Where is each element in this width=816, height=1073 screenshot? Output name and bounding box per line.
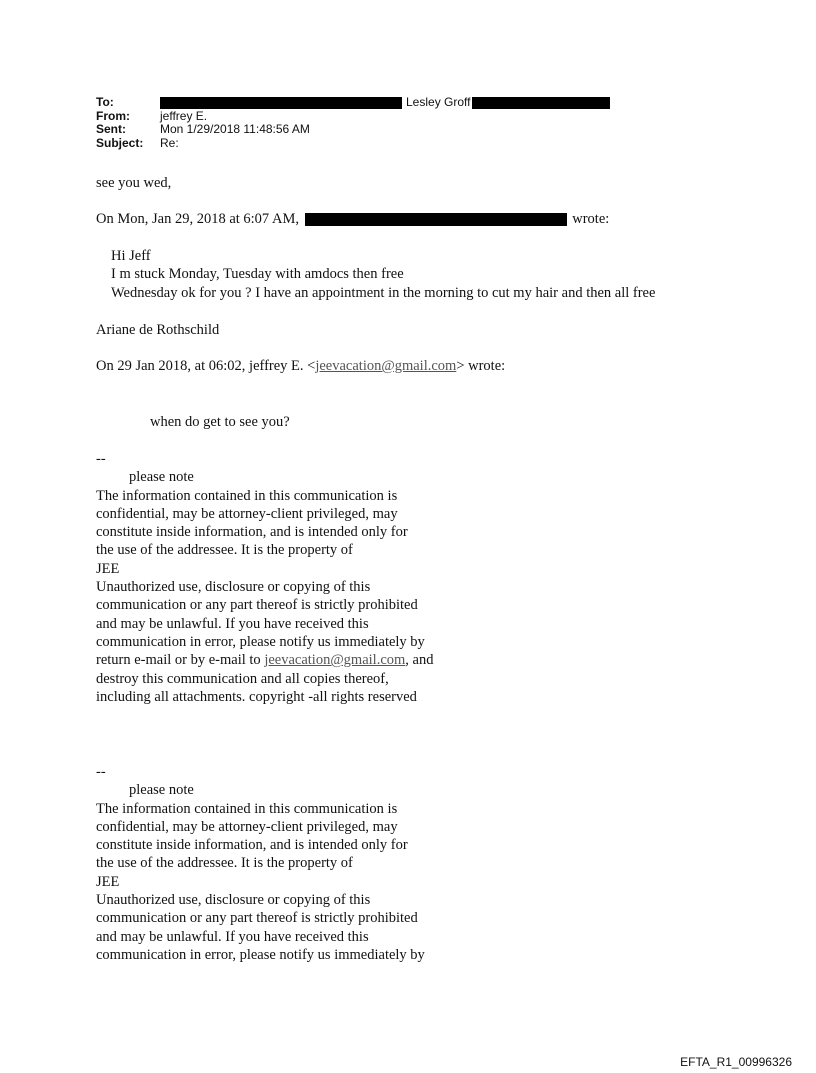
- disclaimer-line: communication in error, please notify us immediately by: [96, 633, 425, 650]
- quote1-suffix: wrote:: [572, 211, 610, 227]
- redaction-bar: [305, 213, 567, 226]
- quote2-email-link[interactable]: jeevacation@gmail.com: [315, 358, 457, 374]
- disclaimer-dash: --: [96, 764, 106, 780]
- quote-header-1: [96, 210, 609, 228]
- disclaimer-line: Unauthorized use, disclosure or copying of this: [96, 579, 371, 596]
- sent-value: Mon 1/29/2018 11:48:56 AM: [160, 122, 310, 136]
- disclaimer-line: JEE: [96, 560, 120, 577]
- disclaimer-line: constitute inside information, and is intended only for: [96, 524, 408, 541]
- email-header: [96, 96, 610, 150]
- disclaimer-email-line: [96, 651, 433, 669]
- email-prefix: return e-mail or by e-mail to: [96, 652, 265, 669]
- disclaimer-line: destroy this communication and all copies thereof,: [96, 670, 389, 687]
- sent-row: [96, 123, 610, 137]
- from-row: [96, 110, 610, 124]
- redaction-bar: [472, 97, 610, 109]
- disclaimer-2: [96, 763, 425, 964]
- disclaimer-line: the use of the addressee. It is the property of: [96, 542, 353, 559]
- signature: Ariane de Rothschild: [96, 322, 220, 338]
- disclaimer-line: communication or any part thereof is strictly prohibited: [96, 910, 418, 927]
- reply-text: see you wed,: [96, 175, 172, 191]
- subject-value: Re:: [160, 135, 179, 150]
- disclaimer-line: including all attachments. copyright -all rights reserved: [96, 688, 417, 705]
- quote2-suffix: > wrote:: [456, 358, 506, 374]
- disclaimer-1: [96, 450, 433, 706]
- disclaimer-line: The information contained in this communication is: [96, 487, 398, 504]
- to-label: To:: [96, 95, 114, 109]
- disclaimer-line: and may be unlawful. If you have received this: [96, 928, 369, 945]
- disclaimer-line: and may be unlawful. If you have received this: [96, 615, 369, 632]
- quoted-message-line: Wednesday ok for you ? I have an appointment in the morning to cut my hair and then all free: [111, 285, 656, 301]
- disclaimer-dash: --: [96, 451, 106, 467]
- quote-header-2: [96, 357, 505, 375]
- to-row: [96, 96, 610, 110]
- disclaimer-note: please note: [129, 782, 194, 799]
- subject-row: [96, 137, 610, 151]
- subject-label: Subject:: [96, 135, 144, 150]
- to-name: Lesley Groff: [406, 95, 471, 109]
- quote1-prefix: On Mon, Jan 29, 2018 at 6:07 AM,: [96, 211, 299, 227]
- from-value: jeffrey E.: [160, 108, 208, 123]
- document-id: EFTA_R1_00996326: [680, 1055, 792, 1069]
- quoted-message-line: I m stuck Monday, Tuesday with amdocs then free: [111, 266, 404, 282]
- email-suffix: , and: [405, 652, 434, 669]
- disclaimer-line: confidential, may be attorney-client privileged, may: [96, 818, 398, 835]
- disclaimer-line: communication in error, please notify us immediately by: [96, 946, 425, 963]
- disclaimer-line: constitute inside information, and is intended only for: [96, 837, 408, 854]
- question-text: when do get to see you?: [150, 414, 290, 430]
- disclaimer-email-link[interactable]: jeevacation@gmail.com: [264, 652, 406, 669]
- quoted-message-line: Hi Jeff: [111, 248, 151, 264]
- redaction-bar: [160, 97, 402, 109]
- disclaimer-note: please note: [129, 469, 194, 486]
- disclaimer-line: the use of the addressee. It is the property of: [96, 855, 353, 872]
- disclaimer-line: confidential, may be attorney-client privileged, may: [96, 505, 398, 522]
- sent-label: Sent:: [96, 122, 126, 136]
- quote2-prefix: On 29 Jan 2018, at 06:02, jeffrey E. <: [96, 358, 316, 374]
- disclaimer-line: Unauthorized use, disclosure or copying of this: [96, 892, 371, 909]
- disclaimer-line: The information contained in this communication is: [96, 800, 398, 817]
- from-label: From:: [96, 108, 130, 123]
- disclaimer-line: communication or any part thereof is strictly prohibited: [96, 597, 418, 614]
- disclaimer-line: JEE: [96, 873, 120, 890]
